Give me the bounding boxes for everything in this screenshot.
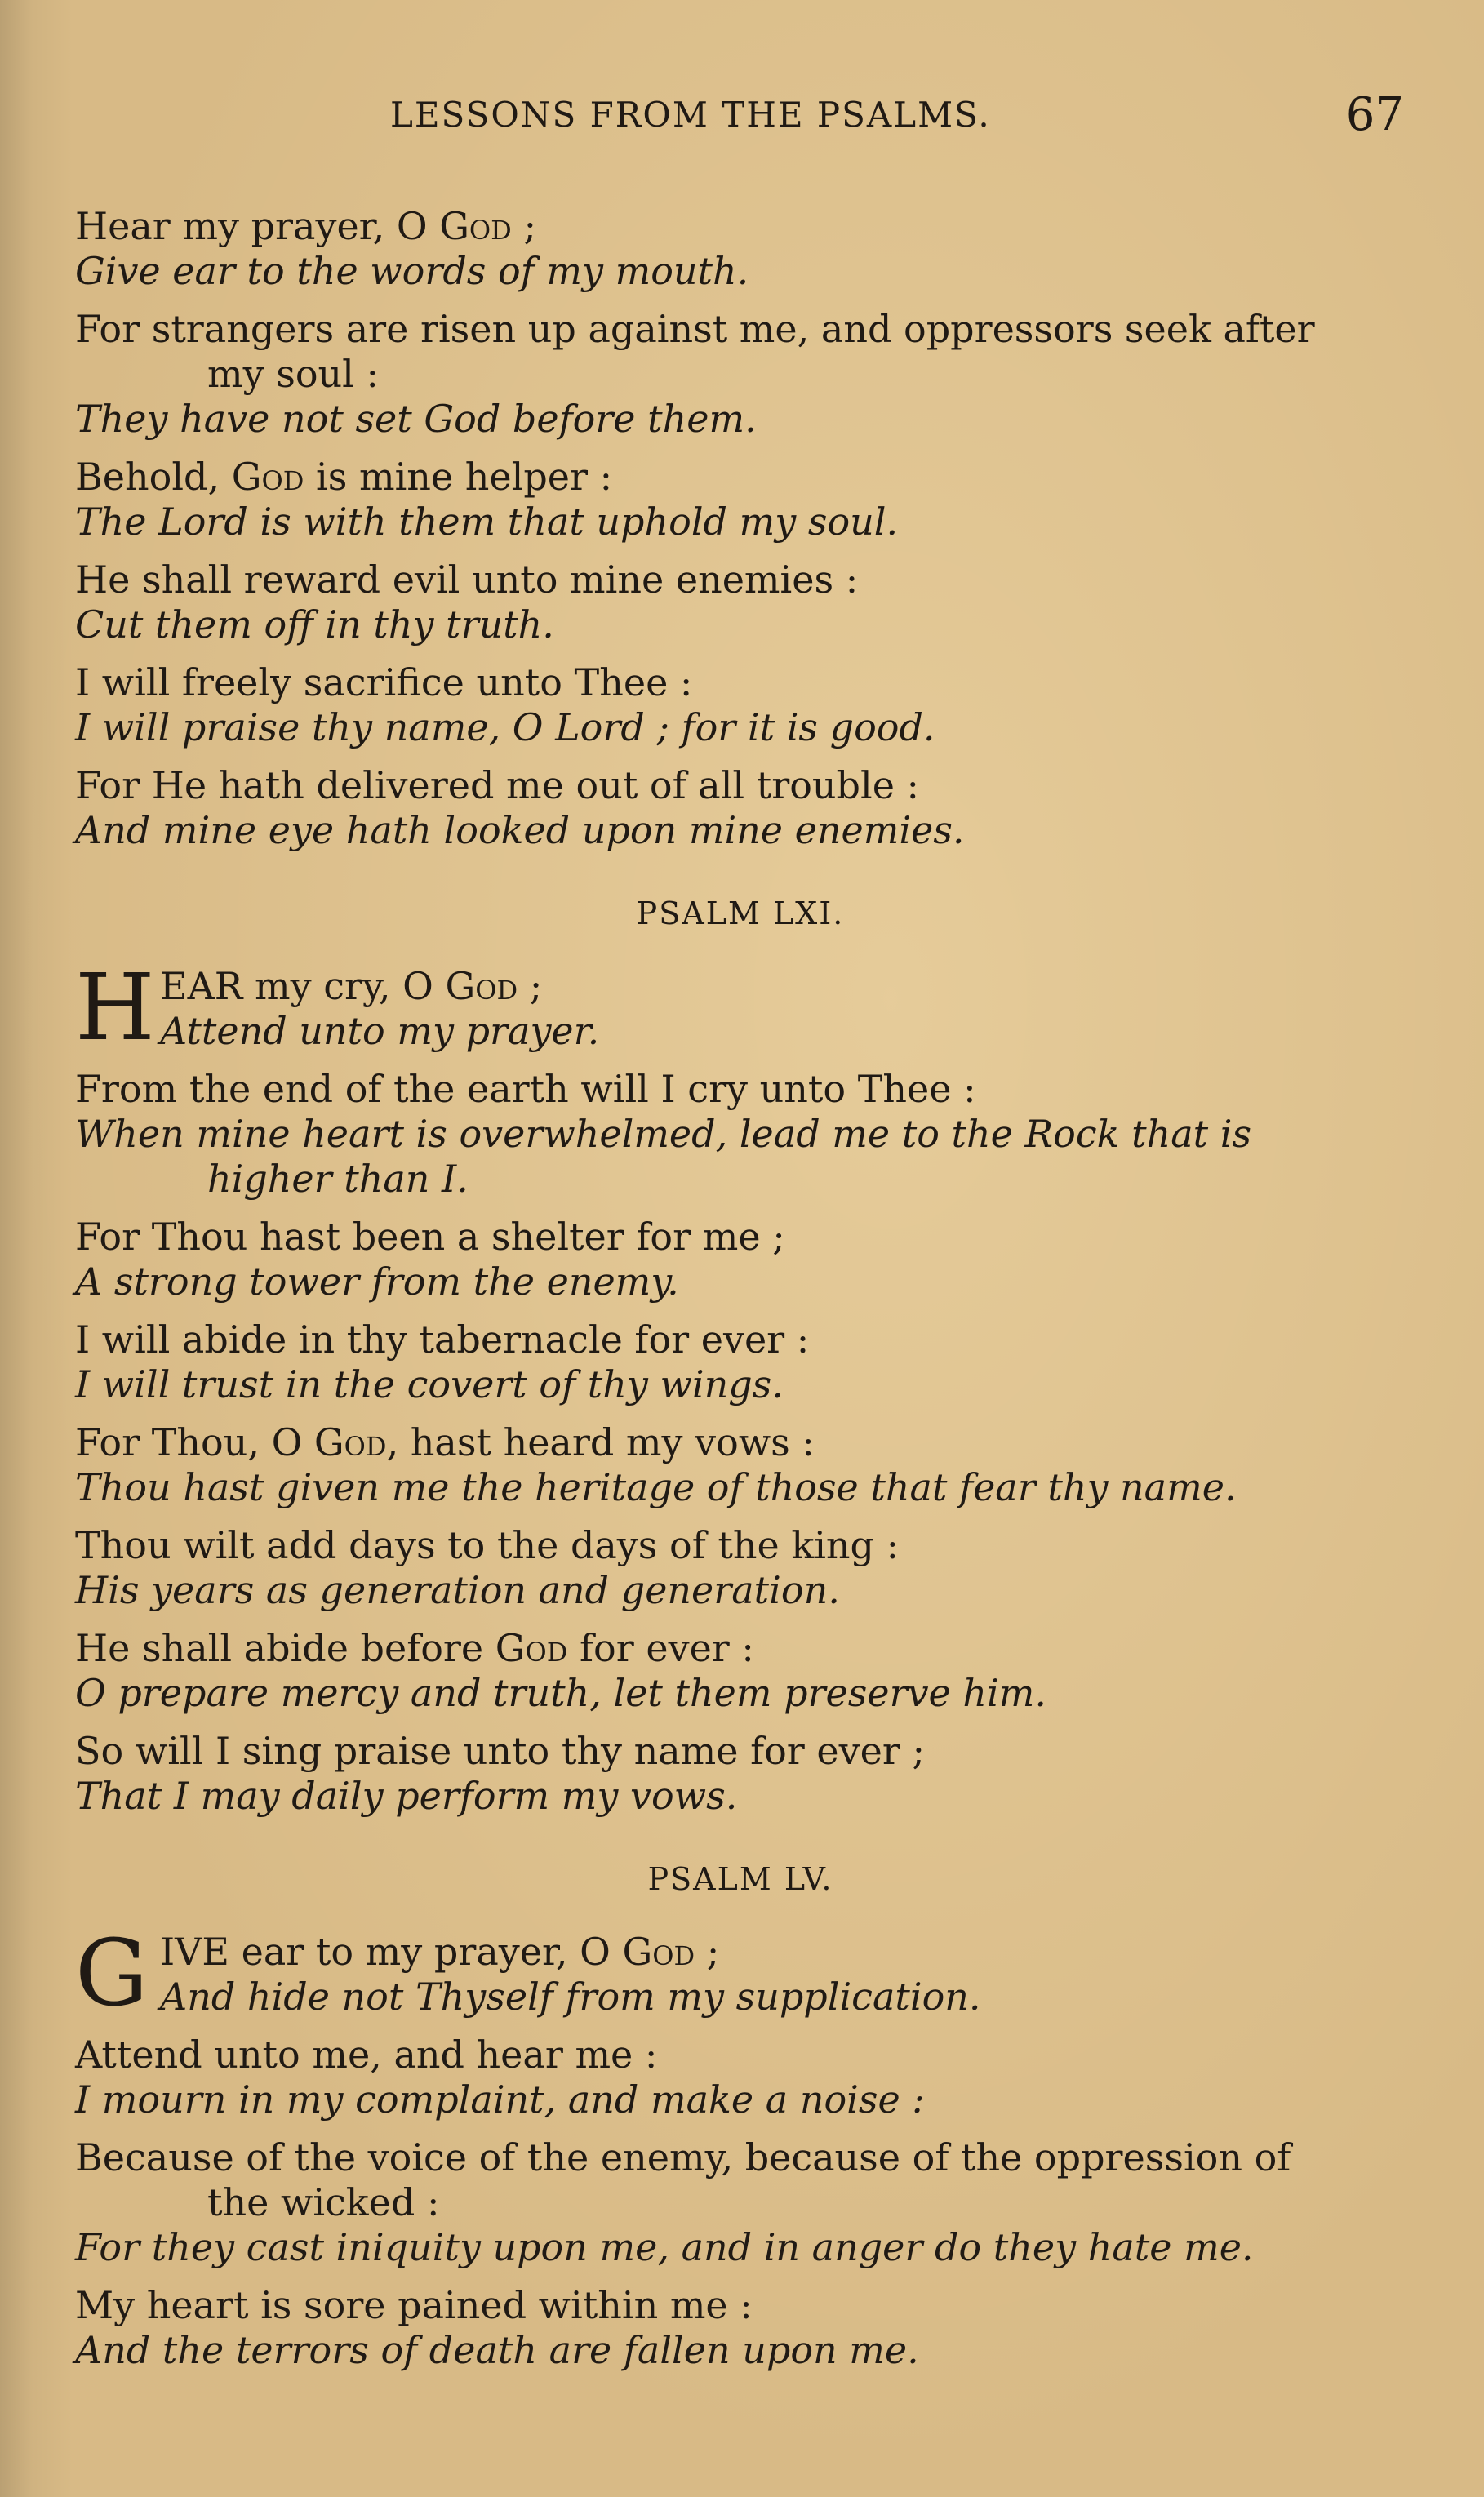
drop-cap: H — [75, 955, 155, 1061]
verse-response: And the terrors of death are fallen upon me. — [75, 2328, 919, 2372]
verse — [75, 455, 1406, 544]
verse-response: I will praise thy name, O Lord ; for it is good. — [75, 705, 935, 749]
verse — [75, 2033, 1406, 2122]
verse-line-continued: the wicked : — [207, 2180, 440, 2224]
verse-response: I mourn in my complaint, and make a noise : — [75, 2077, 925, 2122]
verse — [75, 204, 1406, 294]
verse-line: Hear my prayer, O God ; — [75, 204, 536, 248]
verse — [75, 1317, 1406, 1407]
verse-response: For they cast iniquity upon me, and in anger do they hate me. — [75, 2225, 1254, 2269]
verse-response: That I may daily perform my vows. — [75, 1774, 738, 1818]
verse-response: When mine heart is overwhelmed, lead me to the Rock that is — [75, 1112, 1252, 1156]
opening-verse — [75, 1921, 1406, 2027]
verse-line: For Thou, O God, hast heard my vows : — [75, 1420, 815, 1464]
verse-line: For Thou hast been a shelter for me ; — [75, 1215, 785, 1259]
verse-line: My heart is sore pained within me : — [75, 2283, 753, 2327]
verse-response: O prepare mercy and truth, let them preserve him. — [75, 1671, 1046, 1715]
verse-line: So will I sing praise unto thy name for ever ; — [75, 1729, 925, 1773]
verse — [75, 1729, 1406, 1819]
verse-line: He shall abide before God for ever : — [75, 1626, 754, 1670]
verse-response-continued: higher than I. — [207, 1157, 469, 1201]
verse — [75, 1420, 1406, 1510]
verse-line: For He hath delivered me out of all trouble : — [75, 763, 920, 807]
running-title: LESSONS FROM THE PSALMS. — [390, 95, 991, 135]
verse — [75, 660, 1406, 750]
verse-line: I will abide in thy tabernacle for ever : — [75, 1317, 810, 1362]
verse-line: Behold, God is mine helper : — [75, 455, 613, 499]
page-number: 67 — [1345, 88, 1404, 141]
verse-line: For strangers are risen up against me, and oppressors seek after — [75, 307, 1315, 351]
drop-cap: G — [75, 1921, 149, 2027]
verse-line: EAR my cry, O God ; — [160, 964, 543, 1008]
verse-line: From the end of the earth will I cry unto Thee : — [75, 1067, 976, 1111]
verse — [75, 558, 1406, 647]
verse-response: Give ear to the words of my mouth. — [75, 249, 749, 293]
verse — [75, 1523, 1406, 1613]
verse — [75, 763, 1406, 853]
verse — [75, 1215, 1406, 1304]
verse-line: Thou wilt add days to the days of the king : — [75, 1523, 900, 1567]
verse-response: Thou hast given me the heritage of those that fear thy name. — [75, 1465, 1237, 1509]
opening-verse — [75, 955, 1406, 1061]
verse — [75, 2135, 1406, 2270]
verse-response: The Lord is with them that uphold my soul. — [75, 500, 899, 544]
psalm-heading: PSALM LXI. — [636, 895, 845, 931]
psalm-heading: PSALM LV. — [647, 1861, 833, 1897]
verse — [75, 1626, 1406, 1716]
verse-response: A strong tower from the enemy. — [75, 1260, 679, 1304]
verse-line: Attend unto me, and hear me : — [75, 2033, 658, 2077]
verse-response: And hide not Thyself from my supplication. — [160, 1975, 981, 2019]
verse-line-continued: my soul : — [207, 352, 379, 396]
verse — [75, 1067, 1406, 1202]
page-body — [75, 204, 1406, 2386]
verse-line: He shall reward evil unto mine enemies : — [75, 558, 859, 602]
verse-line: IVE ear to my prayer, O God ; — [160, 1930, 720, 1974]
verse-line: Because of the voice of the enemy, because of the oppression of — [75, 2135, 1291, 2179]
page-header — [0, 88, 1484, 153]
verse — [75, 2283, 1406, 2373]
verse-response: I will trust in the covert of thy wings. — [75, 1362, 784, 1406]
verse-response: His years as generation and generation. — [75, 1568, 840, 1612]
verse-response: Cut them off in thy truth. — [75, 602, 554, 646]
verse-line: I will freely sacrifice unto Thee : — [75, 660, 693, 704]
verse-response: Attend unto my prayer. — [160, 1009, 600, 1053]
verse — [75, 307, 1406, 442]
verse-response: They have not set God before them. — [75, 397, 757, 441]
verse-response: And mine eye hath looked upon mine enemies. — [75, 808, 965, 852]
